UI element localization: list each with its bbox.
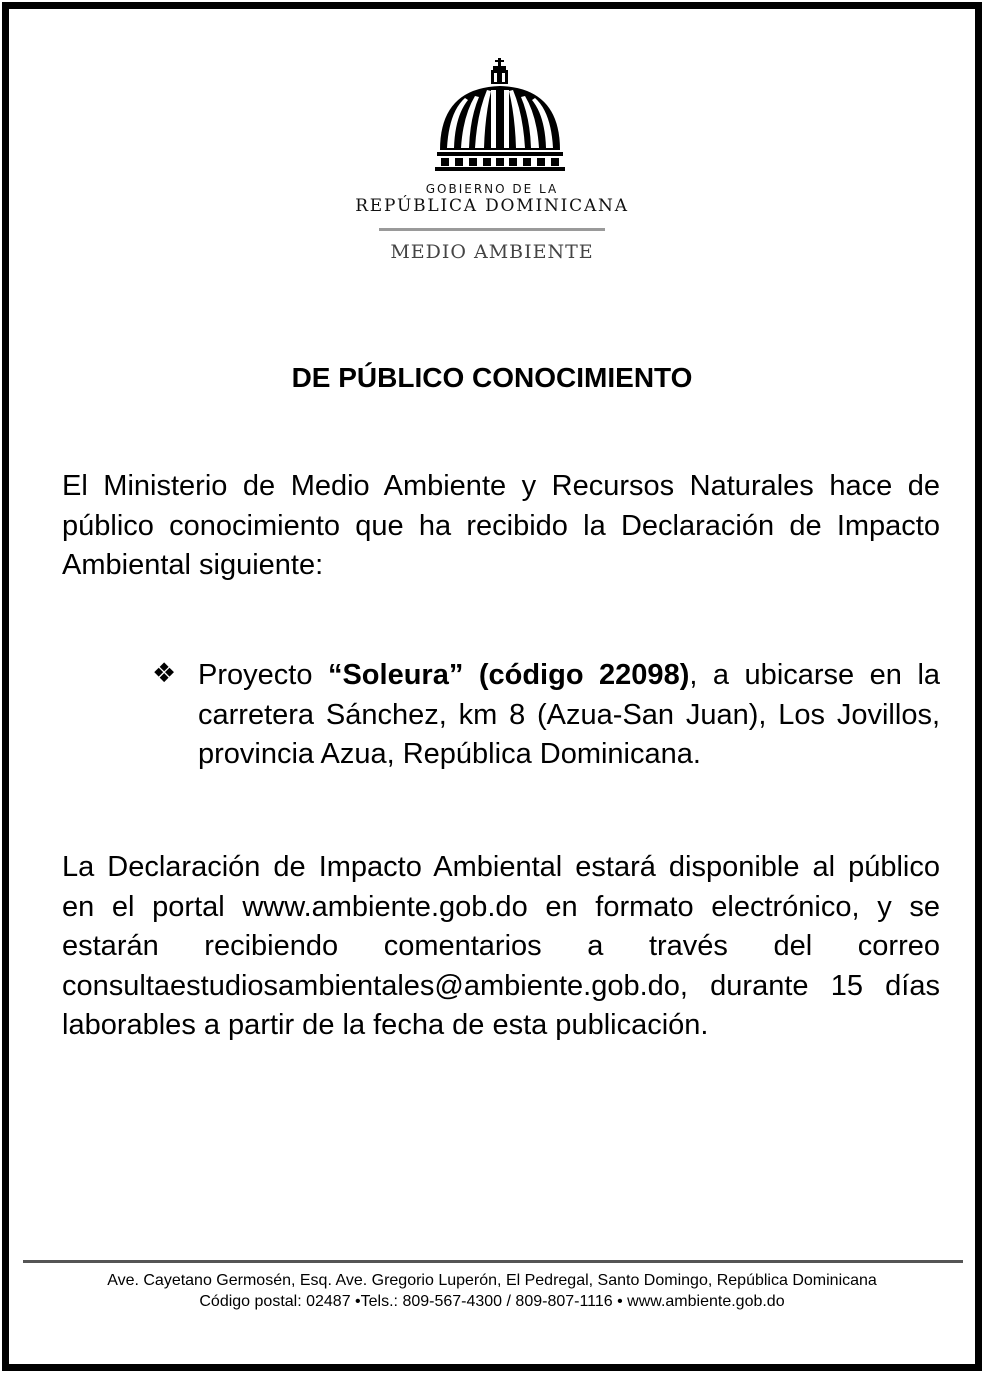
notice-heading: DE PÚBLICO CONOCIMIENTO [291,362,693,393]
project-code: (código 22098) [478,659,690,691]
footer-address: Ave. Cayetano Germosén, Esq. Ave. Gregorio Luperón, El Pedregal, Santo Domingo, República Dominicana [107,1272,877,1289]
diamond-bullet-icon: ❖ [152,658,177,689]
closing-paragraph: La Declaración de Impacto Ambiental estará disponible al público en el portal www.ambiente.gob.do en formato electrónico, y se estarán recibiendo comentarios a través del correo consultaestudiosambientales@ambiente.gob.do, durante 15 días laborables a partir de la fecha de esta publicación. [62,851,940,1041]
notice-page [2,2,982,1371]
capitol-dome-icon [435,54,565,179]
logo-divider [379,228,605,231]
project-name: “Soleura” [327,659,464,691]
project-description [198,656,940,775]
project-space [463,659,479,691]
footer-divider [23,1260,963,1263]
footer-contact: Código postal: 02487 •Tels.: 809-567-4300 / 809-807-1116 • www.ambiente.gob.do [199,1293,785,1310]
intro-paragraph: El Ministerio de Medio Ambiente y Recursos Naturales hace de público conocimiento que ha recibido la Declaración de Impacto Ambiental siguiente: [62,470,940,581]
project-list-item [152,656,940,776]
project-location: , a ubicarse en la carretera Sánchez, km 8 (Azua-San Juan), Los Jovillos, provincia Azua, República Dominicana. [198,659,941,770]
government-label: GOBIERNO DE LA [425,182,559,196]
department-name: MEDIO AMBIENTE [390,241,594,263]
project-prefix: Proyecto [198,659,328,691]
government-logo [9,54,975,279]
country-name: REPÚBLICA DOMINICANA [355,196,629,216]
